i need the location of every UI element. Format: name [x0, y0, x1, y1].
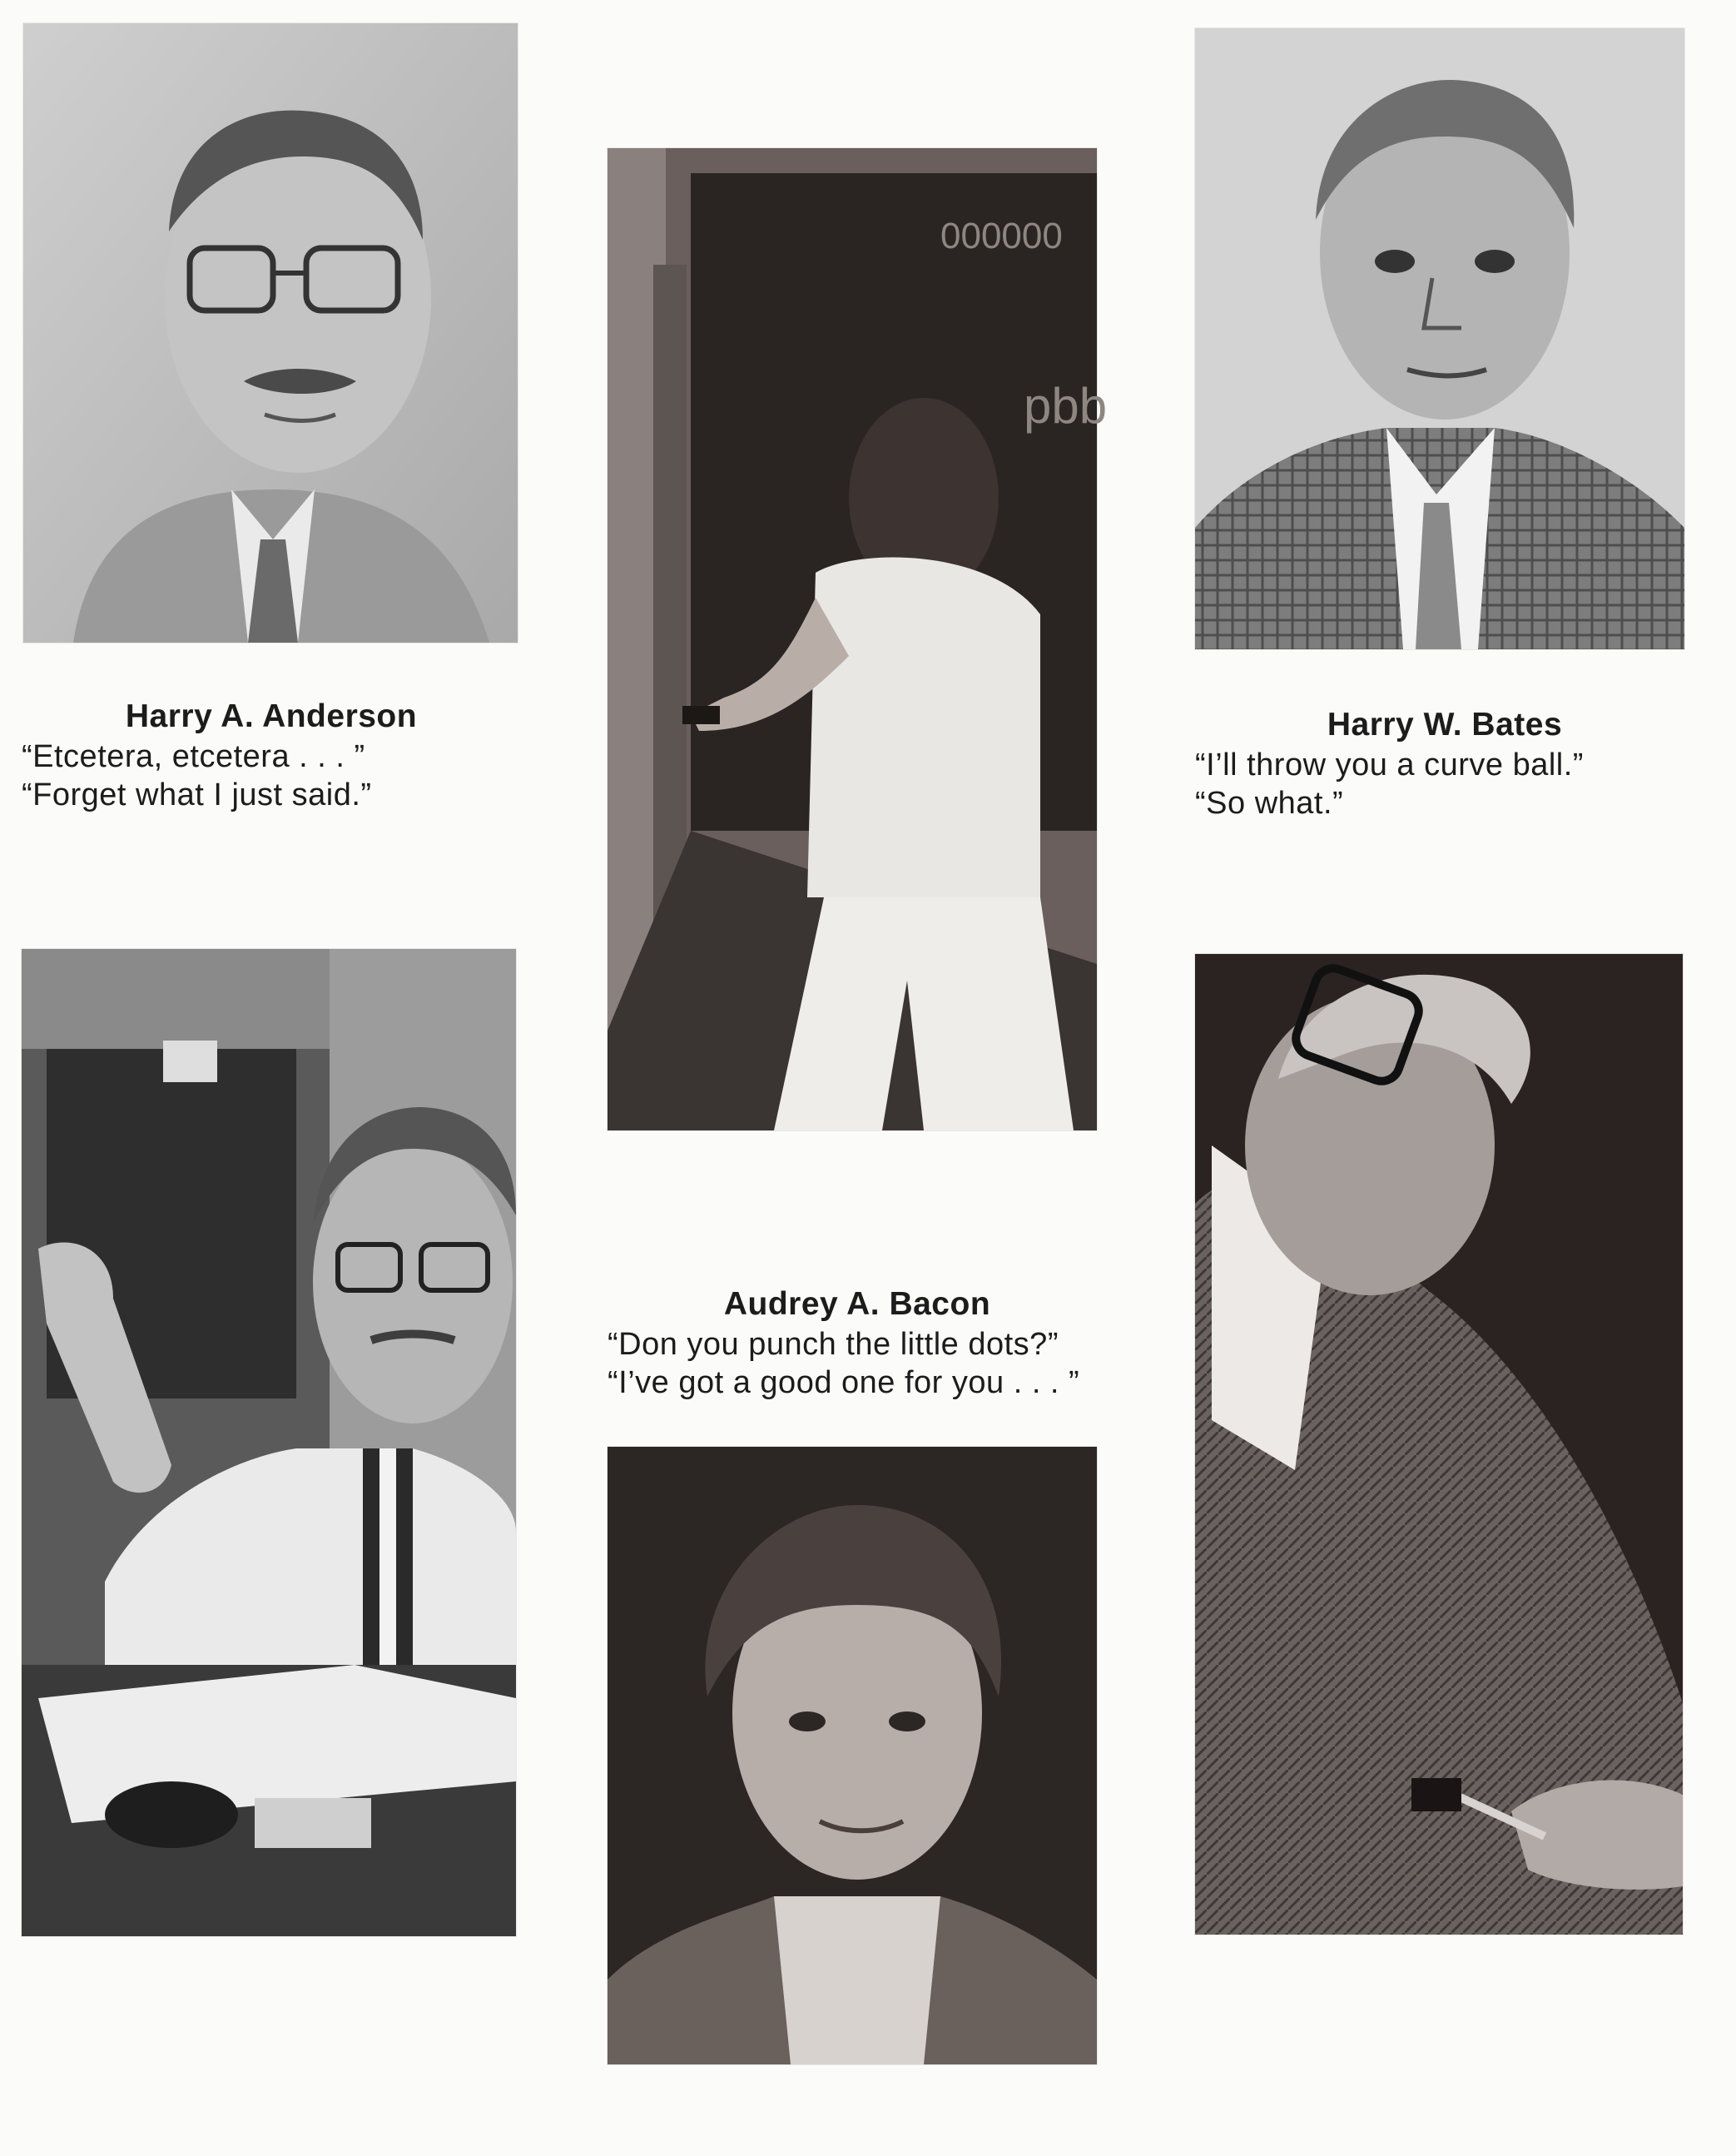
faculty-quote: “So what.” — [1195, 786, 1344, 821]
faculty-name: Harry A. Anderson — [125, 698, 418, 734]
photo-bates-portrait — [1195, 28, 1684, 649]
caption-anderson — [22, 698, 521, 814]
faculty-quote: “Forget what I just said.” — [22, 777, 372, 812]
photo-bates-writing — [1195, 954, 1683, 1935]
svg-text:000000: 000000 — [940, 216, 1063, 256]
faculty-quote: “Etcetera, etcetera . . . ” — [22, 739, 365, 774]
faculty-quote: “I’ll throw you a curve ball.” — [1195, 748, 1584, 782]
photo-anderson-at-desk — [22, 949, 516, 1936]
faculty-name: Harry W. Bates — [1327, 707, 1563, 743]
faculty-quote: “Don you punch the little dots?” — [608, 1327, 1059, 1362]
svg-text:pbb: pbb — [1024, 378, 1108, 434]
photo-bacon-portrait — [608, 1447, 1097, 2064]
caption-bacon — [608, 1285, 1107, 1402]
caption-bates — [1195, 706, 1694, 822]
faculty-quote: “I’ve got a good one for you . . . ” — [608, 1365, 1080, 1400]
photo-teacher-at-chalkboard — [608, 148, 1108, 1130]
faculty-name: Audrey A. Bacon — [723, 1286, 991, 1322]
photo-anderson-portrait — [23, 23, 518, 643]
